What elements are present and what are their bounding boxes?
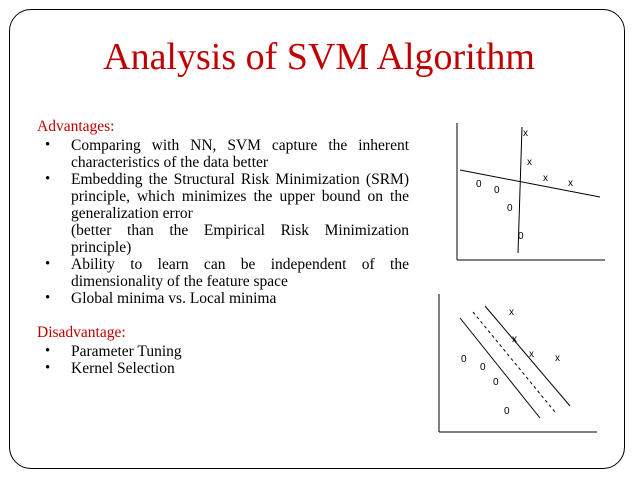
- margin-line: [460, 318, 540, 418]
- slide-title: Analysis of SVM Algorithm: [103, 36, 535, 78]
- x-marker: x: [568, 178, 573, 189]
- list-item: [37, 256, 409, 290]
- o-marker: 0: [493, 377, 499, 388]
- disadvantages-heading: Disadvantage:: [37, 324, 126, 341]
- o-marker: 0: [476, 179, 482, 190]
- disadvantage-text: Kernel Selection: [71, 360, 175, 377]
- o-marker: 0: [480, 362, 486, 373]
- x-marker: x: [512, 334, 517, 345]
- list-item: [37, 290, 409, 307]
- x-marker: x: [527, 157, 532, 168]
- list-item: [37, 137, 409, 171]
- list-item: [37, 343, 409, 360]
- slide-body: [37, 118, 409, 377]
- bullet-icon: •: [45, 360, 51, 376]
- x-marker: x: [523, 128, 528, 139]
- svm-diagram-top-svg: [440, 115, 615, 265]
- svm-diagram-bottom: [425, 290, 615, 440]
- disadvantage-text: Parameter Tuning: [71, 343, 182, 360]
- advantages-heading: Advantages:: [37, 118, 115, 135]
- advantage-text: Embedding the Structural Risk Minimization (SRM) principle, which minimizes the upper bound on the generalization error: [71, 171, 409, 222]
- x-marker: x: [555, 353, 560, 364]
- advantage-text: Ability to learn can be independent of the dimensionality of the feature space: [71, 256, 409, 290]
- advantage-text: Comparing with NN, SVM capture the inherent characteristics of the data better: [71, 137, 409, 171]
- o-marker: 0: [504, 406, 510, 417]
- o-marker: 0: [518, 231, 524, 242]
- svm-diagram-bottom-svg: [425, 290, 615, 440]
- x-marker: x: [509, 307, 514, 318]
- svm-diagram-top: [440, 115, 615, 265]
- x-marker: x: [529, 349, 534, 360]
- o-marker: 0: [507, 203, 513, 214]
- o-marker: 0: [461, 354, 467, 365]
- bullet-icon: •: [45, 137, 51, 153]
- x-marker: x: [543, 173, 548, 184]
- advantages-list: [37, 137, 409, 222]
- bullet-icon: •: [45, 171, 51, 187]
- bullet-icon: •: [45, 290, 51, 306]
- advantages-list-continued: [37, 256, 409, 307]
- bullet-icon: •: [45, 256, 51, 272]
- advantage-text: Global minima vs. Local minima: [71, 290, 277, 307]
- advantage-note: (better than the Empirical Risk Minimization principle): [71, 222, 409, 256]
- bullet-icon: •: [45, 343, 51, 359]
- disadvantages-list: [37, 343, 409, 377]
- o-marker: 0: [494, 185, 500, 196]
- list-item: [37, 171, 409, 222]
- list-item: [37, 360, 409, 377]
